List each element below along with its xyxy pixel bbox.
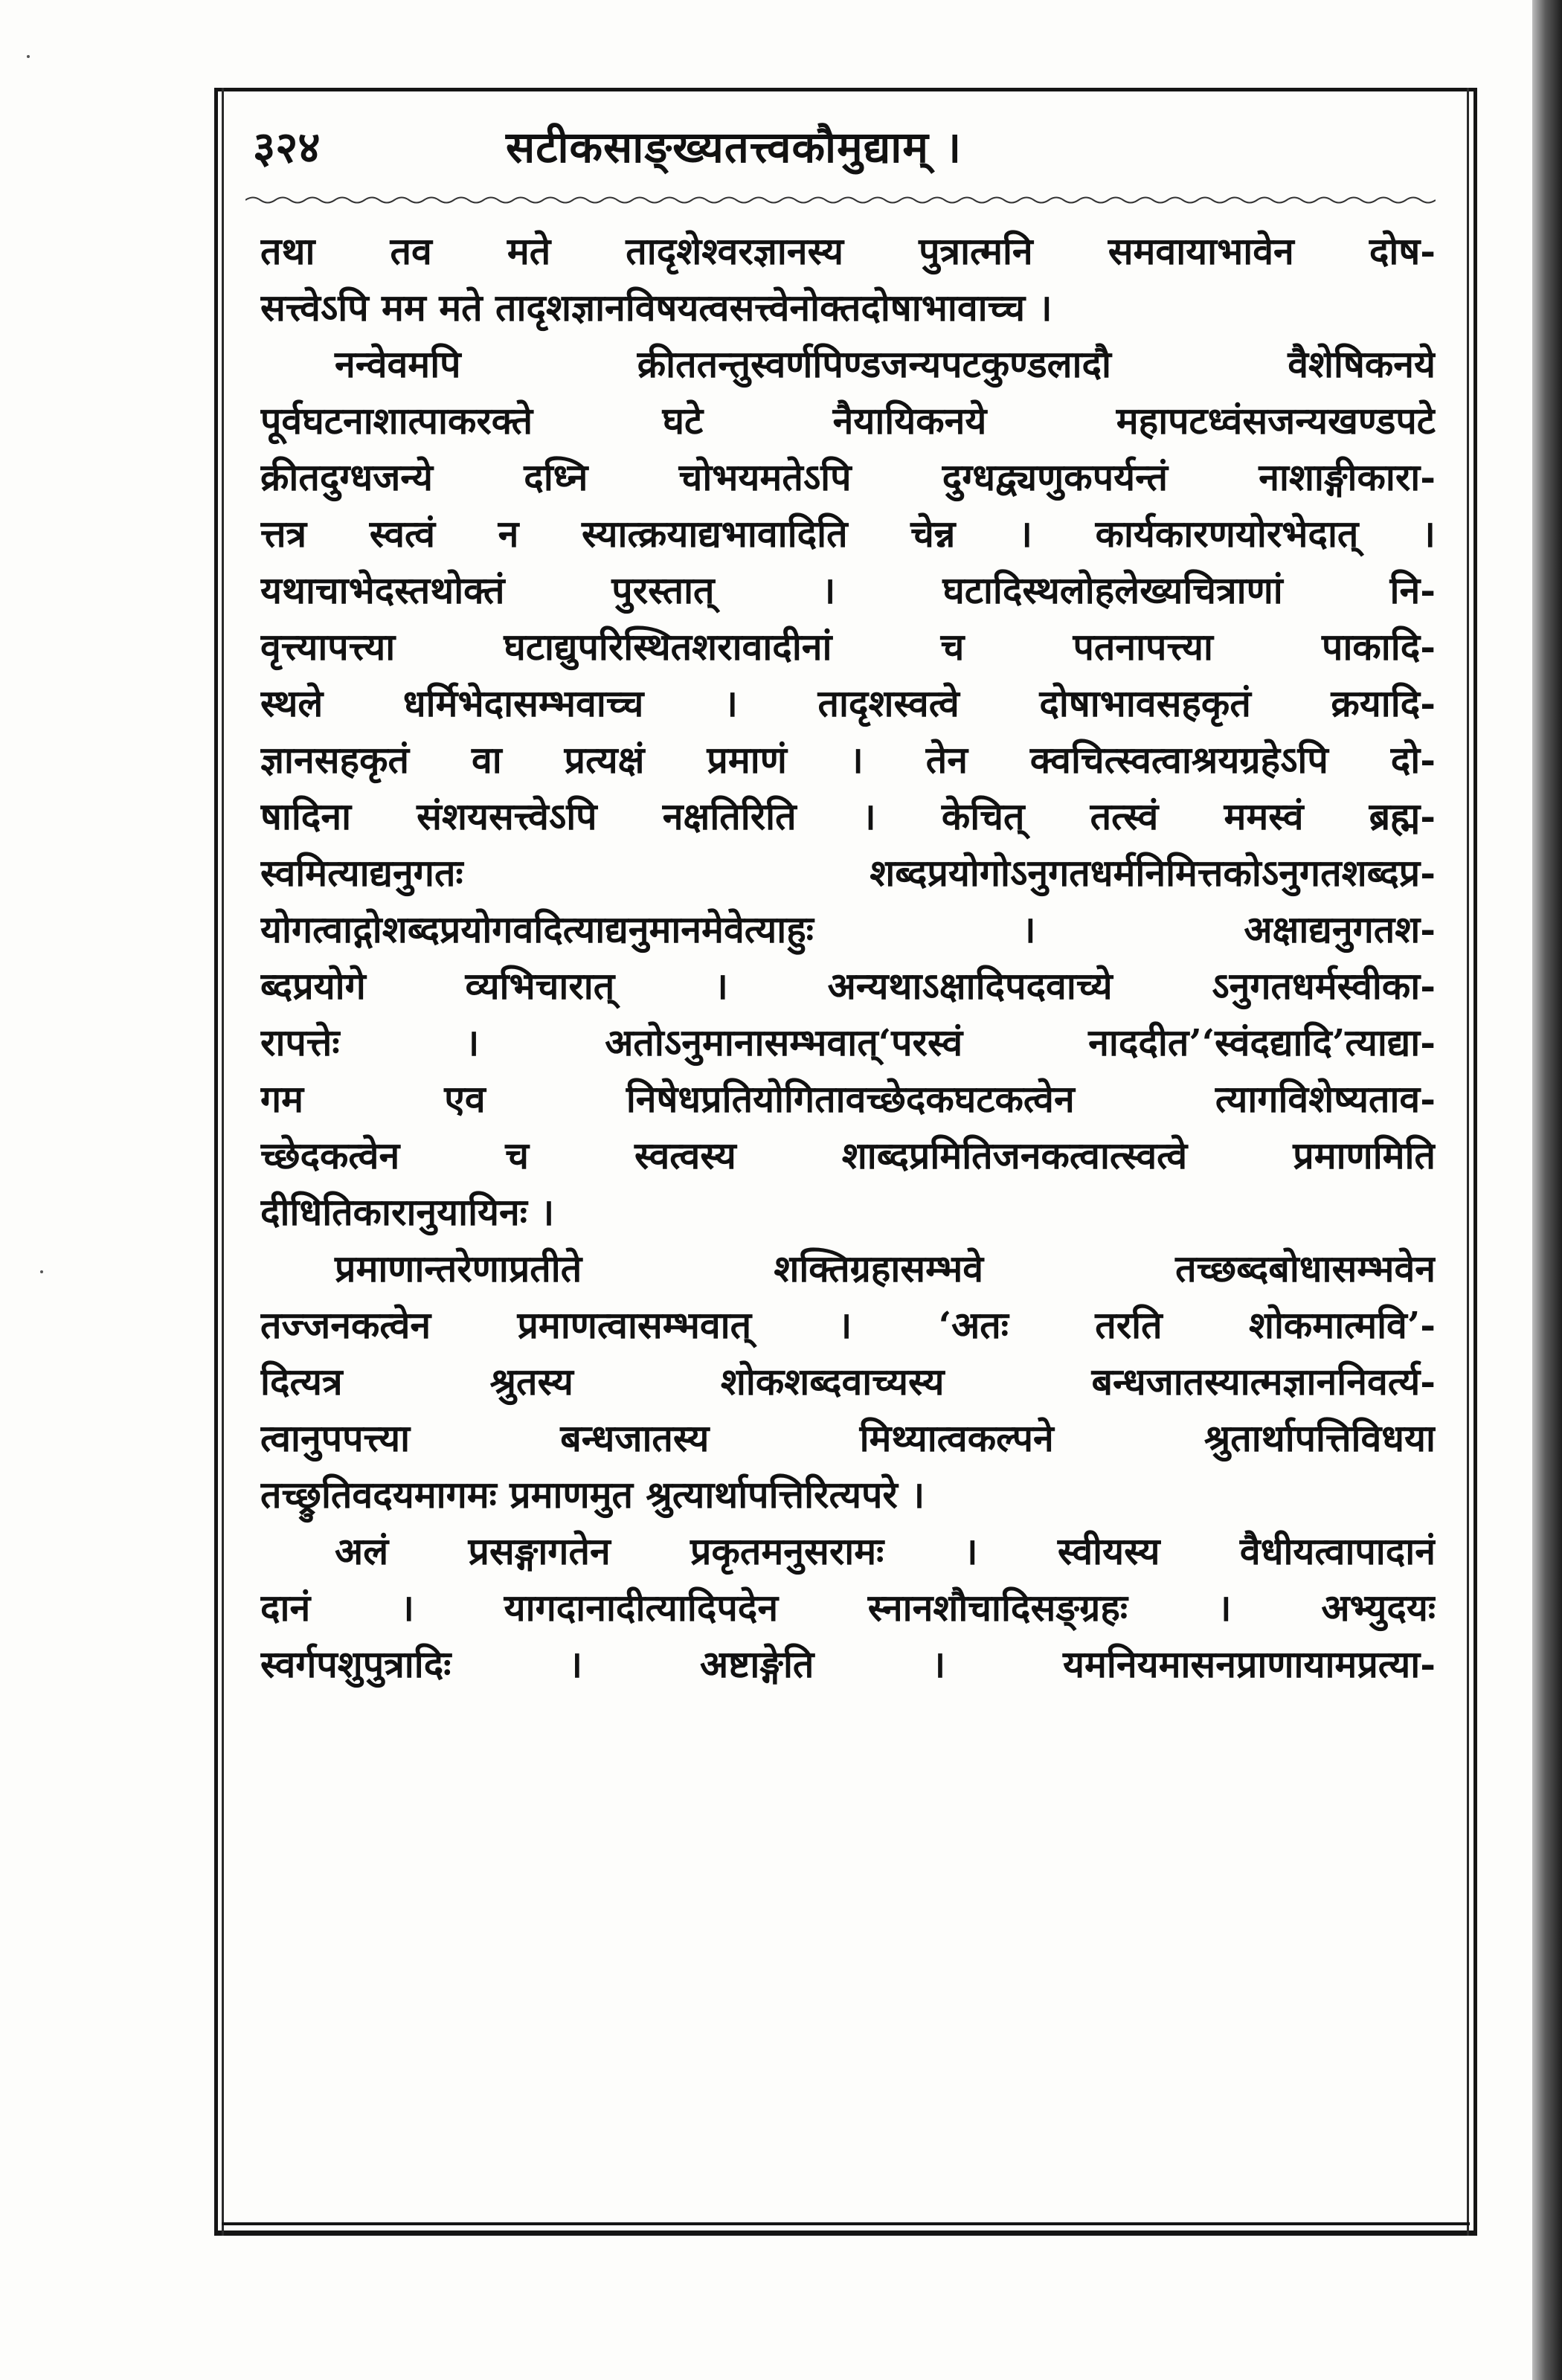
wavy-divider-rule [245,192,1436,208]
text-line: त्वानुपपत्त्या बन्धजातस्य मिथ्यात्वकल्पने श्रुतार्थापत्तिविधया [260,1416,1436,1460]
text-line: तच्छ्रुतिवदयमागमः प्रमाणमुत श्रुत्यार्थापत्तिरित्यपरे । [260,1473,925,1517]
text-line: रापत्तेः । अतोऽनुमानासम्भवात्‘परस्वं नाददीत’‘स्वंदद्यादि’त्याद्या- [260,1020,1436,1064]
text-line: नन्वेवमपि क्रीततन्तुस्वर्णपिण्डजन्यपटकुण्डलादौ वैशेषिकनये [335,342,1436,386]
page-header [253,110,1443,192]
body-text [260,223,1436,1693]
text-line: योगत्वाद्गोशब्दप्रयोगवदित्याद्यनुमानमेवेत्याहुः । अक्षाद्यनुगतश- [260,907,1436,951]
scan-speck [27,55,30,58]
bottom-border-rule [222,2222,1470,2225]
text-line: पूर्वघटनाशात्पाकरक्ते घटे नैयायिकनये महापटध्वंसजन्यखण्डपटे [260,399,1436,443]
text-line: अलं प्रसङ्गागतेन प्रकृतमनुसरामः । स्वीयस्य वैधीयत्वापादानं [335,1529,1436,1573]
text-line: सत्त्वेऽपि मम मते तादृशज्ञानविषयत्वसत्त्वेनोक्तदोषाभावाच्च । [260,286,1052,329]
page-number: ३२४ [253,122,321,173]
scan-speck [40,1270,43,1273]
text-line: त्तत्र स्वत्वं न स्यात्क्रयाद्यभावादिति चेन्न । कार्यकारणयोरभेदात् । [260,512,1436,556]
text-line: दीधितिकारानुयायिनः । [260,1190,555,1234]
border-inner-left-rule [222,88,224,2236]
text-line: ब्दप्रयोगे व्यभिचारात् । अन्यथाऽक्षादिपदवाच्ये ऽनुगतधर्मस्वीका- [260,964,1436,1008]
text-line: यथाचाभेदस्तथोक्तं पुरस्तात् । घटादिस्थलोहलेख्यचित्राणां नि- [260,568,1436,612]
text-line: प्रमाणान्तरेणाप्रतीते शक्तिग्रहासम्भवे तच्छब्दबोधासम्भवेन [335,1247,1436,1290]
border-inner-right-rule [1467,88,1469,2236]
text-line: षादिना संशयसत्त्वेऽपि नक्षतिरिति । केचित् तत्स्वं ममस्वं ब्रह्म- [260,794,1436,838]
text-line: ज्ञानसहकृतं वा प्रत्यक्षं प्रमाणं । तेन क्वचित्स्वत्वाश्रयग्रहेऽपि दो- [260,738,1436,782]
text-line: दित्यत्र श्रुतस्य शोकशब्दवाच्यस्य बन्धजातस्यात्मज्ञाननिवर्त्य- [260,1360,1436,1403]
text-line: वृत्त्यापत्त्या घटाद्युपरिस्थितशरावादीनां च पतनापत्त्या पाकादि- [260,625,1436,669]
text-line: स्वमित्याद्यनुगतः शब्दप्रयोगोऽनुगतधर्मनिमित्तकोऽनुगतशब्दप्र- [260,851,1436,895]
page-edge-shadow [1532,0,1562,2380]
text-line: गम एव निषेधप्रतियोगितावच्छेदकघटकत्वेन त्यागविशेष्यताव- [260,1077,1436,1121]
text-line: च्छेदकत्वेन च स्वत्वस्य शाब्दप्रमितिजनकत्वात्स्वत्वे प्रमाणमिति [260,1133,1436,1177]
running-title: सटीकसाङ्ख्यतत्त्वकौमुद्याम् । [506,122,962,173]
text-line: तथा तव मते तादृशेश्वरज्ञानस्य पुत्रात्मनि समवायाभावेन दोष- [260,229,1436,273]
text-line: दानं । यागदानादीत्यादिपदेन स्नानशौचादिसङ्ग्रहः । अभ्युदयः [260,1586,1436,1630]
text-line: क्रीतदुग्धजन्ये दध्नि चोभयमतेऽपि दुग्धद्व्यणुकपर्यन्तं नाशाङ्गीकारा- [260,455,1436,499]
text-line: तज्जनकत्वेन प्रमाणत्वासम्भवात् । ‘अतः तरति शोकमात्मवि’- [260,1303,1436,1347]
text-line: स्वर्गपशुपुत्रादिः । अष्टाङ्गेति । यमनियमासनप्राणायामप्रत्या- [260,1642,1436,1686]
text-line: स्थले धर्मिभेदासम्भवाच्च । तादृशस्वत्वे दोषाभावसहकृतं क्रयादि- [260,681,1436,725]
